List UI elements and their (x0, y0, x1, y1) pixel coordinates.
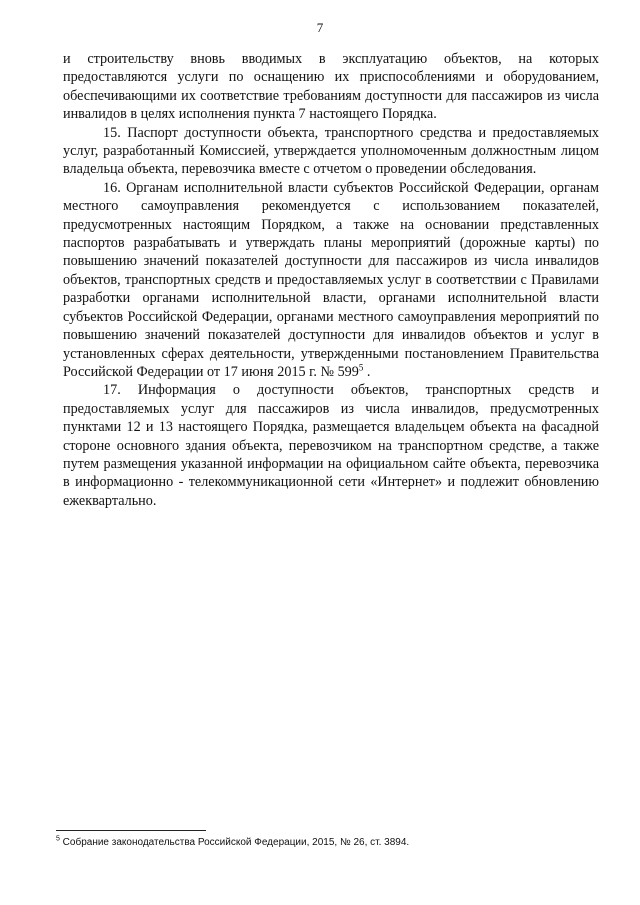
paragraph-15: 15. Паспорт доступности объекта, транспортного средства и предоставляемых услуг, разработанный Комиссией, утверждается уполномоченным должностным лицом владельца объекта, перевозчика вместе с отчетом о проведении обследования. (63, 124, 599, 178)
footnote-reference: 5 (358, 362, 364, 373)
paragraph-16-tail: . (363, 363, 371, 380)
page-number: 7 (316, 20, 324, 35)
paragraph-17: 17. Информация о доступности объектов, транспортных средств и предоставляемых услуг для пассажиров из числа инвалидов, предусмотренных пунктами 12 и 13 настоящего Порядка, размещается владельцем объекта на фасадной стороне основного здания объекта, перевозчиком на транспортном средстве, а также путем размещения указанной информации на официальном сайте объекта, перевозчика в информационно - телекоммуникационной сети «Интернет» и подлежит обновлению ежеквартально. (63, 382, 599, 509)
footnote-text: Собрание законодательства Российской Федерации, 2015, № 26, ст. 3894. (59, 837, 410, 848)
body-text (63, 50, 599, 510)
paragraph-continuation: и строительству вновь вводимых в эксплуатацию объектов, на которых предоставляются услуги по оснащению их приспособлениями и оборудованием, обеспечивающими их соответствие требованиям доступности для пассажиров из числа инвалидов в целях исполнения пункта 7 настоящего Порядка. (63, 51, 599, 123)
footnote-mark: 5 (56, 835, 60, 843)
paragraph-16 (63, 179, 599, 381)
footnote (56, 836, 596, 849)
paragraph-16-text: 16. Органам исполнительной власти субъектов Российской Федерации, органам местного самоуправления рекомендуется с использованием показателей, предусмотренных настоящим Порядком, а также на основании представленных паспортов разрабатывать и утверждать планы мероприятий (дорожные карты) по повышению значений показателей доступности для пассажиров из числа инвалидов объектов, транспортных средств и предоставляемых услуг в соответствии с Правилами разработки органами исполнительной власти, органами исполнительной власти субъектов Российской Федерации, органами местного самоуправления мероприятий по повышению значений показателей доступности для инвалидов объектов и услуг в установленных сферах деятельности, утвержденными постановлением Правительства Российской Федерации от 17 июня 2015 г. № 599 (63, 179, 599, 380)
footnote-separator (56, 830, 206, 831)
